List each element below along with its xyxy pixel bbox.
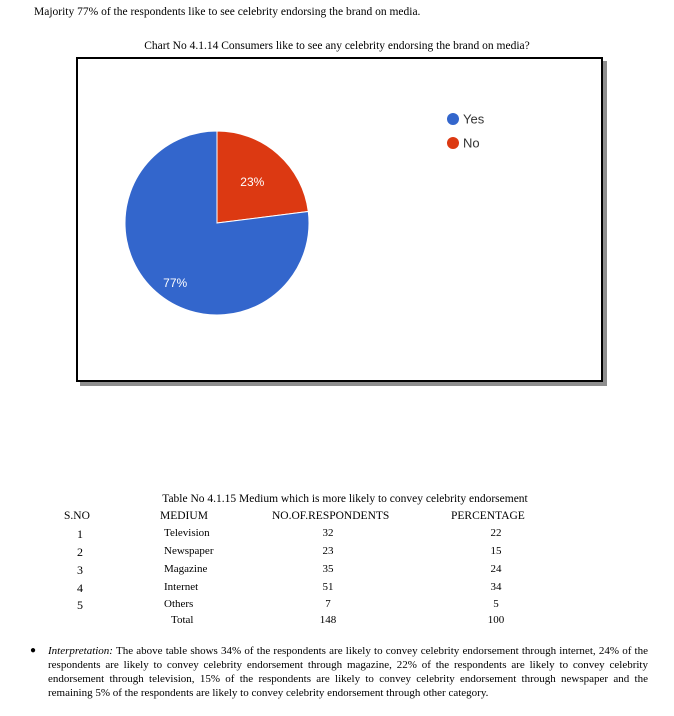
summary-text: Majority 77% of the respondents like to see celebrity endorsing the brand on media. — [34, 6, 421, 18]
legend-marker-yes — [447, 113, 459, 125]
table-cell-percentage: 34 — [490, 581, 502, 593]
table-cell-percentage: 100 — [487, 614, 505, 626]
pie-chart — [76, 57, 603, 382]
table-cell-sno: 2 — [77, 545, 83, 559]
table-cell-respondents: 51 — [322, 581, 334, 593]
table-cell-percentage: 5 — [493, 598, 499, 610]
table-cell-medium: Total — [171, 614, 194, 626]
interpretation-label: Interpretation: — [48, 645, 113, 657]
table-cell-medium: Others — [164, 598, 194, 610]
table-cell-percentage: 15 — [490, 545, 502, 557]
table-cell-sno: 3 — [77, 563, 83, 577]
table-cell-medium: Magazine — [164, 563, 208, 575]
table-caption: Table No 4.1.15 Medium which is more likely to convey celebrity endorsement — [162, 493, 528, 505]
table-cell-sno: 4 — [77, 581, 83, 595]
legend-label-yes: Yes — [463, 111, 485, 127]
column-header-sno: S.NO — [64, 510, 90, 522]
column-header-respondents: NO.OF.RESPONDENTS — [272, 510, 390, 522]
table-cell-sno: 5 — [77, 598, 83, 612]
column-header-medium: MEDIUM — [160, 510, 208, 522]
legend-label-no: No — [463, 135, 480, 151]
interpretation-paragraph — [48, 644, 648, 700]
table-cell-respondents: 148 — [319, 614, 337, 626]
table-cell-respondents: 35 — [322, 563, 334, 575]
table-cell-respondents: 7 — [325, 598, 331, 610]
pie-chart-svg — [78, 59, 601, 380]
table-cell-medium: Newspaper — [164, 545, 214, 557]
legend-marker-no — [447, 137, 459, 149]
interpretation-text: The above table shows 34% of the respondents are likely to convey celebrity endorsement through internet, 24% of the respondents are likely to convey celebrity endorsement through magazine, 22% of the respondents are likely to convey celebrity endorsement through television, 15% of the respondents are likely to convey celebrity endorsement through newspaper and the remaining 5% of the respondents are likely to convey celebrity endorsement through other category. — [48, 645, 648, 699]
table-cell-percentage: 24 — [490, 563, 502, 575]
chart-caption: Chart No 4.1.14 Consumers like to see any celebrity endorsing the brand on media? — [144, 40, 530, 52]
pie-label-no: 23% — [240, 175, 265, 190]
table-cell-percentage: 22 — [490, 527, 502, 539]
table-cell-respondents: 32 — [322, 527, 334, 539]
column-header-percentage: PERCENTAGE — [451, 510, 525, 522]
table-cell-medium: Internet — [164, 581, 199, 593]
bullet-dot-icon: ● — [30, 645, 37, 656]
table-cell-respondents: 23 — [322, 545, 334, 557]
pie-label-yes: 77% — [163, 275, 188, 290]
table-cell-medium: Television — [164, 527, 210, 539]
table-cell-sno: 1 — [77, 527, 83, 541]
